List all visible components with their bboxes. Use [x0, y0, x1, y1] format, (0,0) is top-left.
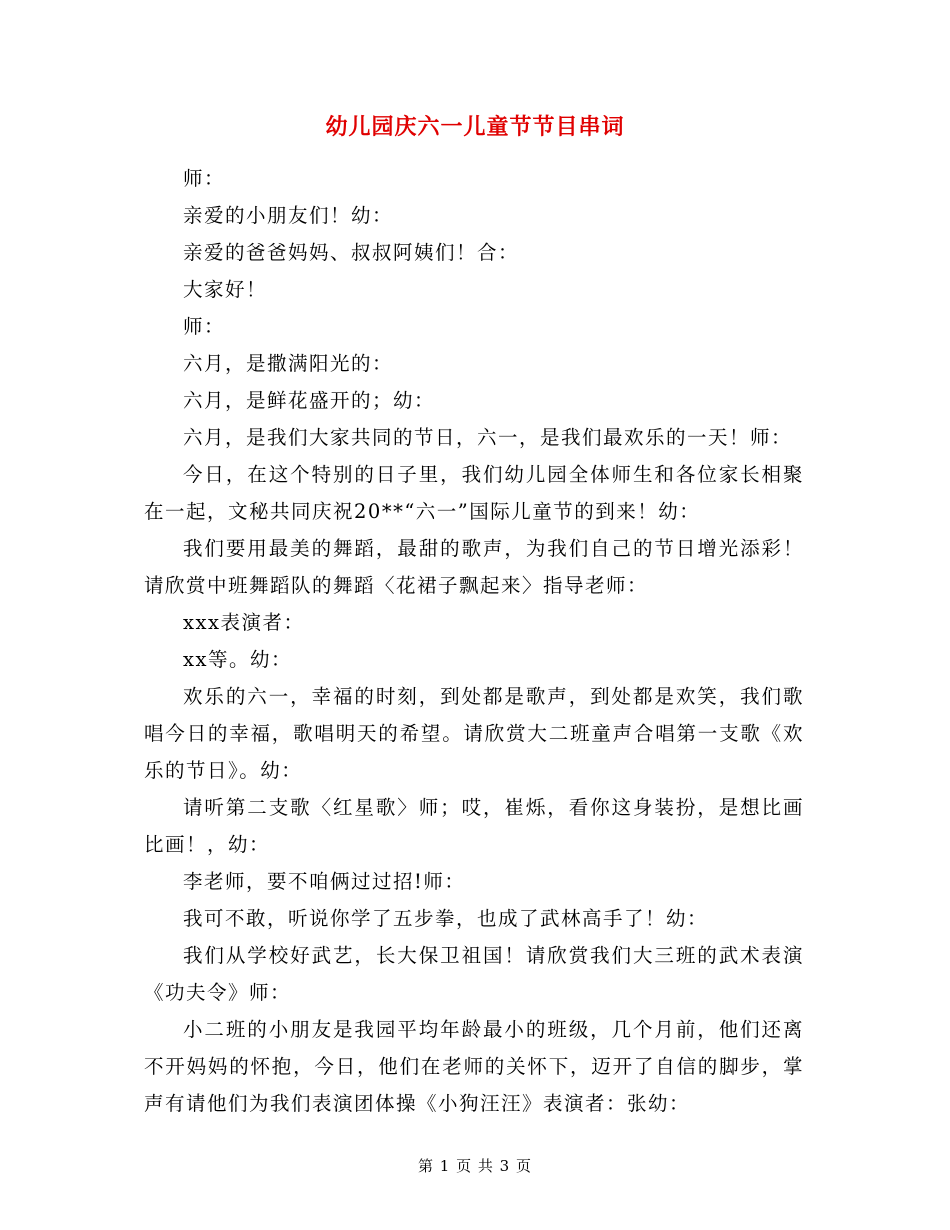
- paragraph: 我们从学校好武艺，长大保卫祖国！请欣赏我们大三班的武术表演《功夫令》师：: [144, 944, 804, 1004]
- paragraph: 我可不敢，听说你学了五步拳，也成了武林高手了！幼：: [183, 907, 709, 930]
- paragraph: 亲爱的爸爸妈妈、叔叔阿姨们！合：: [183, 241, 520, 264]
- paragraph: 六月，是我们大家共同的节日，六一，是我们最欢乐的一天！师：: [183, 426, 793, 449]
- paragraph: 小二班的小朋友是我园平均年龄最小的班级，几个月前，他们还离不开妈妈的怀抱，今日，他们在老师的关怀下，迈开了自信的脚步，掌声有请他们为我们表演团体操《小狗汪汪》表演者：张幼：: [144, 1018, 804, 1115]
- paragraph: xx等。幼：: [183, 648, 292, 671]
- paragraph: 今日，在这个特别的日子里，我们幼儿园全体师生和各位家长相聚在一起，文秘共同庆祝20**“六一”国际儿童节的到来！幼：: [144, 463, 804, 523]
- paragraph: 六月，是撒满阳光的：: [183, 352, 394, 375]
- paragraph: 欢乐的六一，幸福的时刻，到处都是歌声，到处都是欢笑，我们歌唱今日的幸福，歌唱明天的希望。请欣赏大二班童声合唱第一支歌《欢乐的节日》。幼：: [144, 685, 804, 782]
- document-title: 幼儿园庆六一儿童节节目串词: [325, 114, 625, 140]
- paragraph: 我们要用最美的舞蹈，最甜的歌声，为我们自己的节日增光添彩！请欣赏中班舞蹈队的舞蹈〈花裙子飘起来〉指导老师：: [144, 537, 804, 597]
- paragraph: xxx表演者：: [183, 611, 305, 634]
- page-footer: 第 1 页 共 3 页: [418, 1157, 532, 1175]
- paragraph: 李老师，要不咱俩过过招!师：: [183, 870, 466, 893]
- paragraph: 六月，是鲜花盛开的；幼：: [183, 389, 436, 412]
- document-body: [144, 160, 804, 1122]
- paragraph: 师：: [183, 315, 226, 338]
- paragraph: 请听第二支歌〈红星歌〉师；哎，崔烁，看你这身装扮，是想比画比画！，幼：: [144, 796, 804, 856]
- paragraph: 师：: [183, 167, 226, 190]
- paragraph: 大家好！: [183, 278, 268, 301]
- paragraph: 亲爱的小朋友们！幼：: [183, 204, 394, 227]
